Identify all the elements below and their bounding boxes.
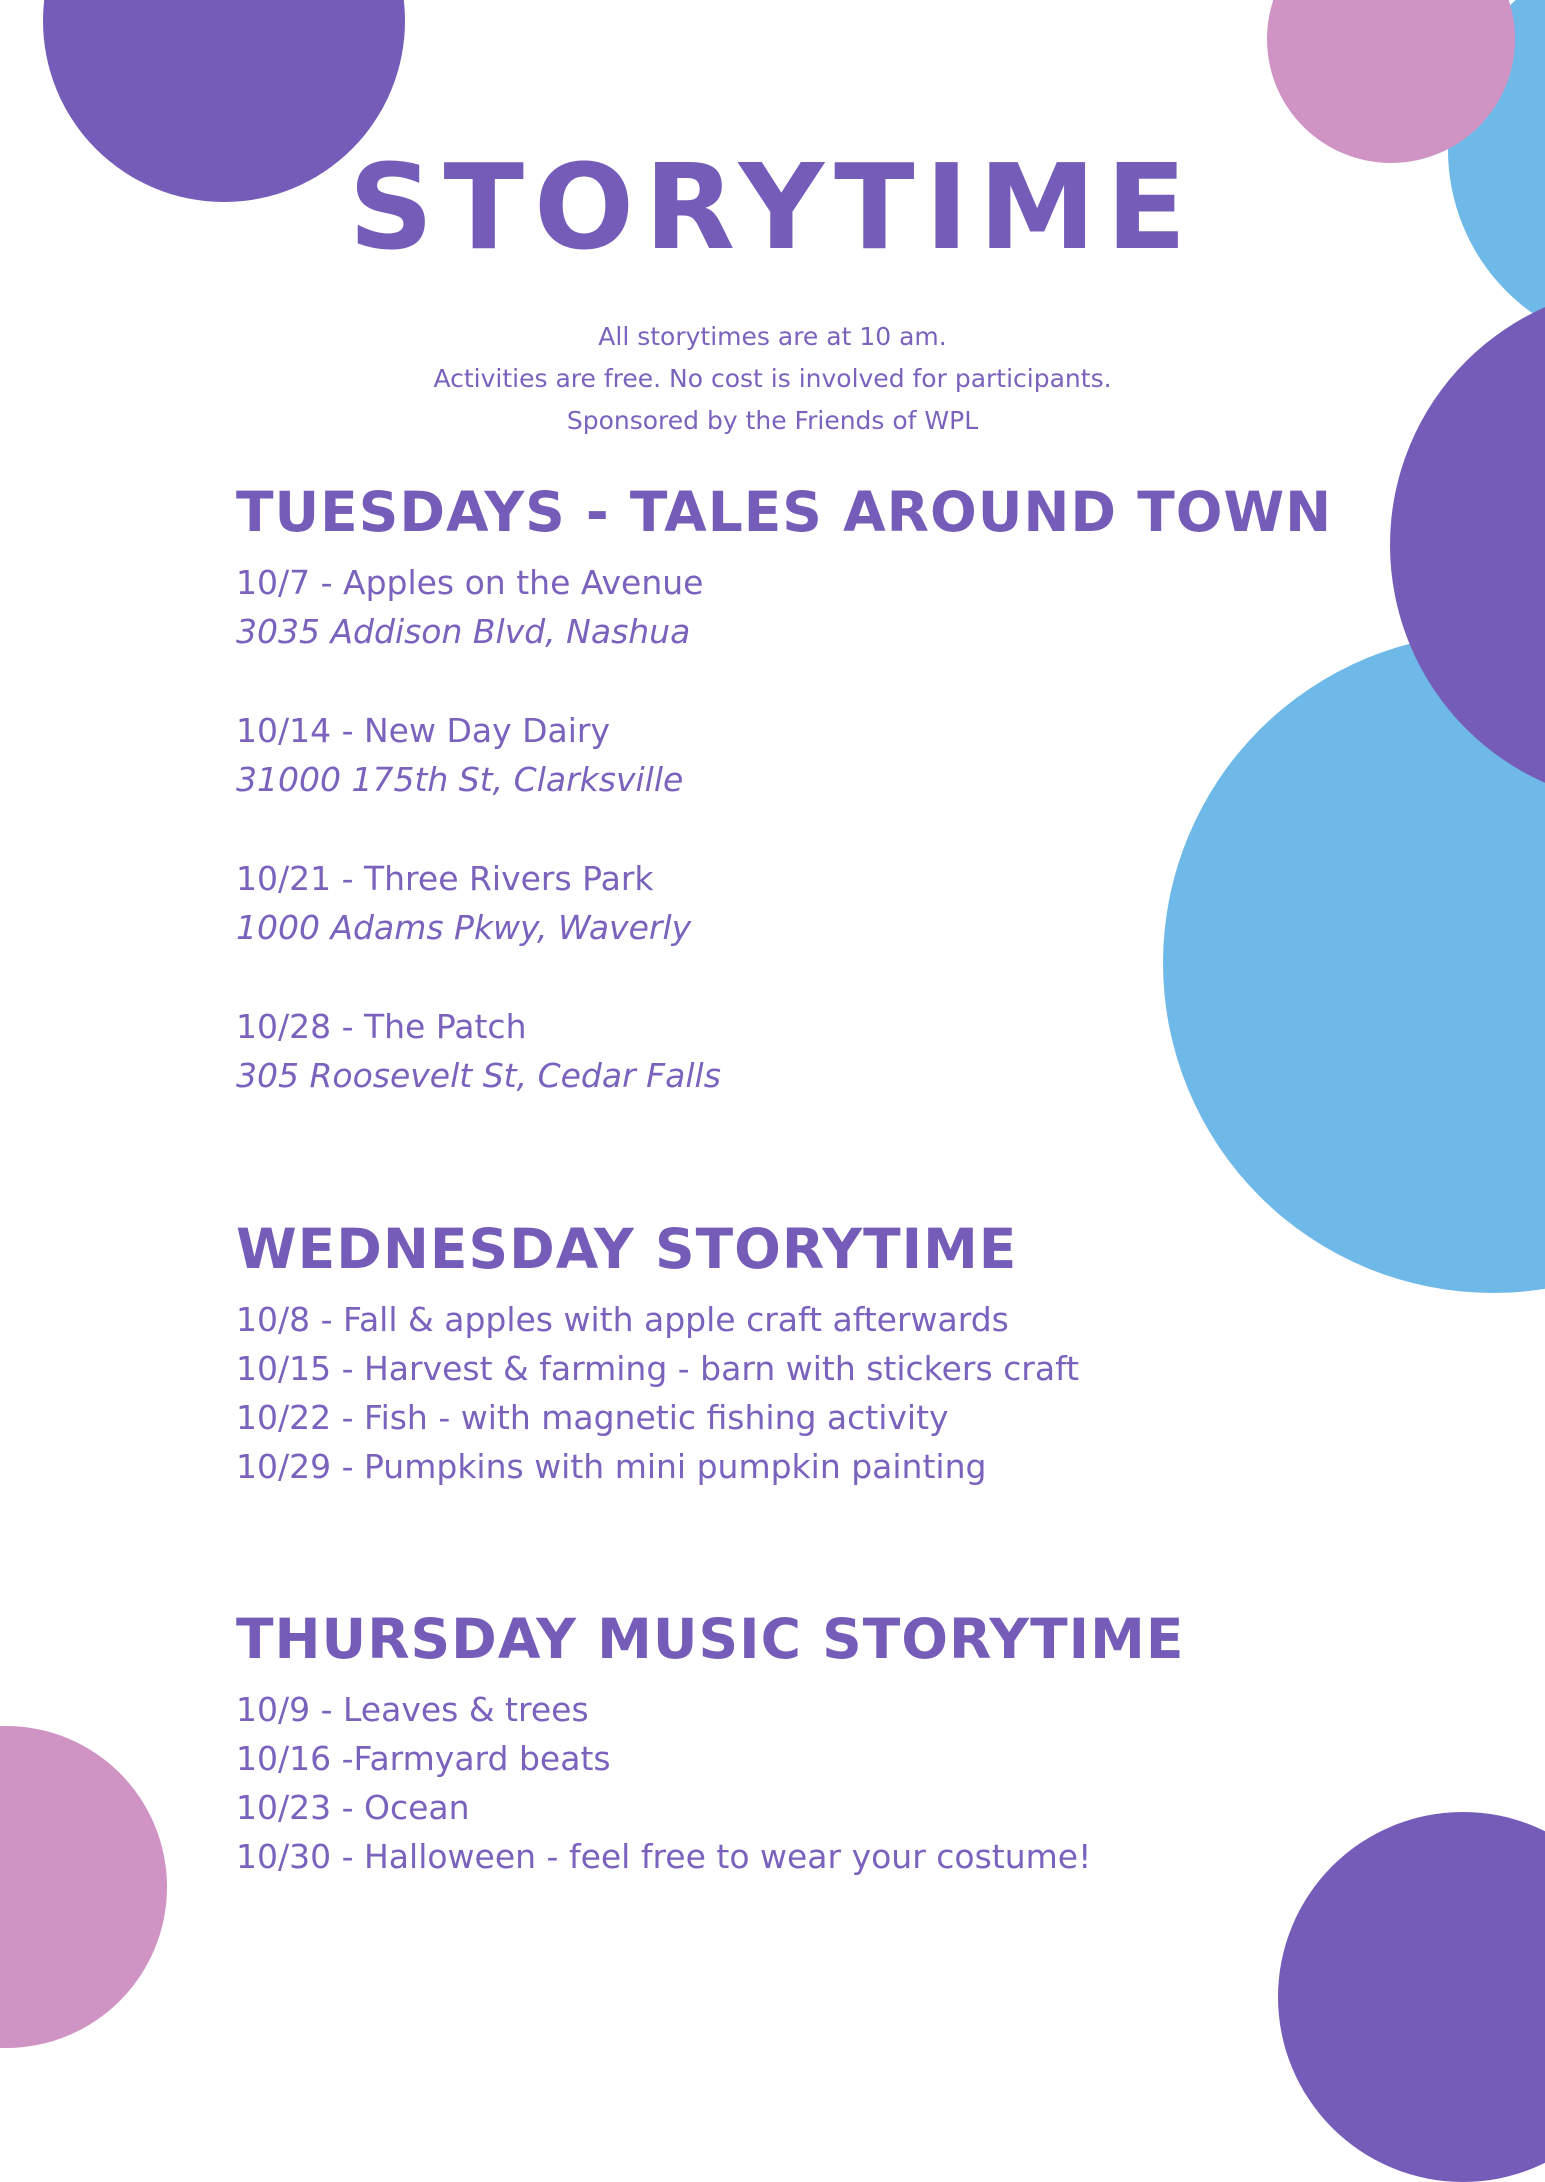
thursday-heading: THURSDAY MUSIC STORYTIME [236,1607,1185,1671]
list-item: 10/30 - Halloween - feel free to wear your costume! [236,1837,1092,1876]
list-item [236,1002,1332,1100]
list-item [236,558,1332,656]
intro-line: Sponsored by the Friends of WPL [566,406,979,435]
page-title: STORYTIME [348,138,1197,276]
tuesday-section [236,480,1333,1150]
wednesday-heading: WEDNESDAY STORYTIME [236,1217,1018,1281]
event-line: 10/28 - The Patch [236,1007,527,1046]
list-item: 10/29 - Pumpkins with mini pumpkin painting [236,1447,987,1486]
event-line: 10/21 - Three Rivers Park [236,859,654,898]
list-item: 10/16 -Farmyard beats [236,1739,611,1778]
list-item: 10/15 - Harvest & farming - barn with stickers craft [236,1349,1080,1388]
thursday-section [236,1607,1185,1881]
event-address: 1000 Adams Pkwy, Waverly [236,908,692,947]
event-address: 3035 Addison Blvd, Nashua [236,612,691,651]
list-item: 10/22 - Fish - with magnetic fishing activity [236,1398,949,1437]
intro-text [0,316,1545,442]
wednesday-section [236,1217,1080,1491]
intro-line: Activities are free. No cost is involved for participants. [433,364,1112,393]
event-address: 31000 175th St, Clarksville [236,760,684,799]
list-item: 10/8 - Fall & apples with apple craft afterwards [236,1300,1009,1339]
tuesday-heading: TUESDAYS - TALES AROUND TOWN [236,480,1333,544]
list-item: 10/9 - Leaves & trees [236,1690,589,1729]
list-item [236,706,1332,804]
event-line: 10/7 - Apples on the Avenue [236,563,704,602]
event-line: 10/14 - New Day Dairy [236,711,611,750]
event-address: 305 Roosevelt St, Cedar Falls [236,1056,721,1095]
list-item [236,854,1332,952]
decor-circle-bottom-right [1278,1812,1545,2182]
intro-line: All storytimes are at 10 am. [598,322,947,351]
list-item: 10/23 - Ocean [236,1788,470,1827]
